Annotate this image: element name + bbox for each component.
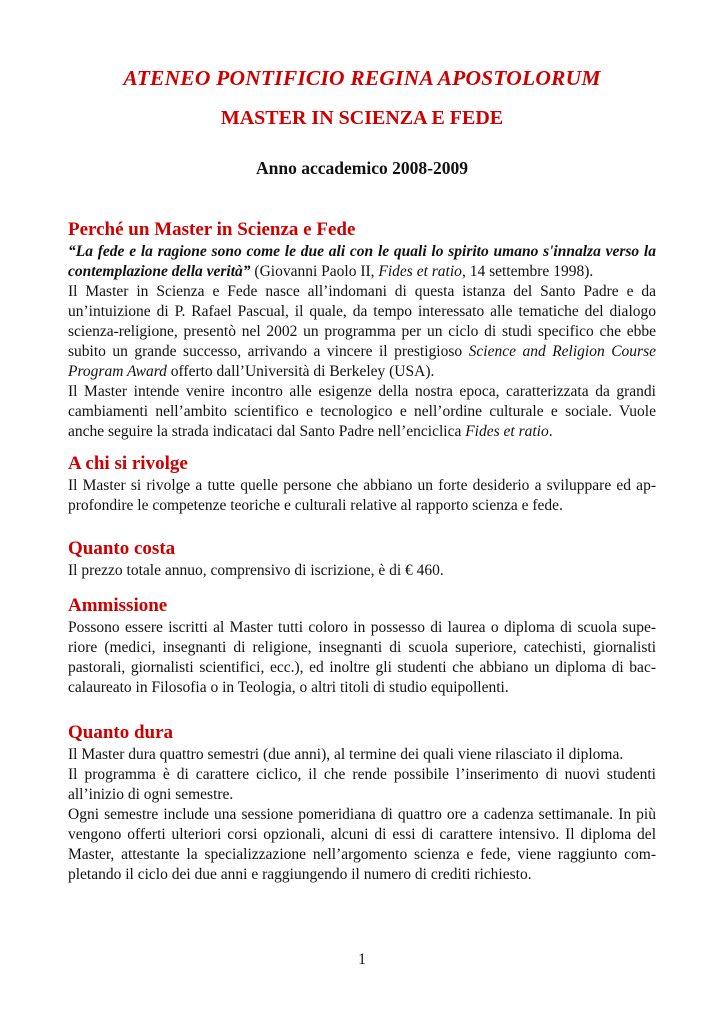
paragraph-text: Il prezzo totale annuo, comprensivo di iscrizione, è di € 460. bbox=[68, 562, 444, 579]
quote-attribution-date: , 14 settembre 1998). bbox=[461, 263, 594, 280]
section-heading-rivolge: A chi si rivolge bbox=[68, 453, 188, 474]
paragraph-text: Il Master dura quattro semestri (due anni), al termine dei quali viene rilasciato il diploma. bbox=[68, 746, 624, 763]
paragraph-target-audience bbox=[68, 476, 656, 516]
paragraph-duration bbox=[68, 745, 656, 765]
section-quanto-costa bbox=[68, 537, 656, 581]
section-heading-costa: Quanto costa bbox=[68, 538, 176, 559]
encyclical-title: Fides et ratio bbox=[378, 263, 462, 280]
paragraph-text: . bbox=[548, 423, 553, 440]
document-header bbox=[68, 66, 656, 180]
document-footer bbox=[0, 950, 724, 970]
program-title: MASTER IN SCIENZA E FEDE bbox=[220, 107, 504, 129]
paragraph-semester-sessions bbox=[68, 805, 656, 885]
paragraph-text: Possono essere iscritti al Master tutti coloro in possesso di laurea o diploma di scuola superiore (medici, insegnanti di religione, insegnanti di scuola superiore, catechisti, giornalisti pastorali, giornalisti scientifici, ecc.), ed inoltre gli studenti che abbiano un diploma di baccalaureato in Filosofia o in Teologia, o altri titoli di studio equipollenti. bbox=[68, 619, 656, 696]
paragraph-text: Il programma è di carattere ciclico, il che rende possibile l’inserimento di nuovi studenti all’inizio di ogni semestre. bbox=[68, 766, 656, 803]
paragraph-master-origin bbox=[68, 282, 656, 382]
institution-title: ATENEO PONTIFICIO REGINA APOSTOLORUM bbox=[123, 66, 601, 90]
paragraph-admission bbox=[68, 618, 656, 698]
paragraph-price bbox=[68, 561, 656, 581]
quote-attribution: (Giovanni Paolo II, bbox=[254, 263, 379, 280]
section-quanto-dura bbox=[68, 721, 656, 885]
academic-year: Anno accademico 2008-2009 bbox=[256, 158, 468, 178]
paragraph-cyclic-program bbox=[68, 765, 656, 805]
paragraph-text: Ogni semestre include una sessione pomeridiana di quattro ore a cadenza settimanale. In più vengono offerti ulteriori corsi opzionali, alcuni di essi di carattere intensivo. Il diploma del Master, attestante la specializzazione nell’argomento scienza e fede, viene raggiunto completando il ciclo dei due anni e raggiungendo il numero di crediti richiesto. bbox=[68, 806, 656, 883]
award-title: Science and Religion Course Program Award bbox=[68, 343, 656, 380]
paragraph-text: Il Master si rivolge a tutte quelle persone che abbiano un forte desiderio a sviluppare ed approfondire le competenze teoriche e culturali relative al rapporto scienza e fede. bbox=[68, 477, 656, 514]
page-number: 1 bbox=[358, 951, 366, 968]
section-heading-ammissione: Ammissione bbox=[68, 595, 168, 616]
section-heading-perche: Perché un Master in Scienza e Fede bbox=[68, 219, 356, 240]
quote-paragraph bbox=[68, 242, 656, 282]
quote-text: “La fede e la ragione sono come le due ali con le quali lo spirito umano s'innalza verso la contemplazione della verità” bbox=[68, 243, 656, 280]
paragraph-master-aims bbox=[68, 382, 656, 442]
paragraph-text: Il Master intende venire incontro alle esigenze della nostra epoca, caratterizzata da grandi cambiamenti nell’ambito scientifico e tecnologico e nell’ordine culturale e sociale. Vuole anche seguire la strada indicataci dal Santo Padre nell’enciclica bbox=[68, 383, 656, 440]
section-perche-un-master bbox=[68, 218, 656, 442]
section-ammissione bbox=[68, 594, 656, 698]
encyclical-title: Fides et ratio bbox=[465, 423, 549, 440]
paragraph-text: Il Master in Scienza e Fede nasce all’indomani di questa istanza del Santo Padre e da un’intuizione di P. Rafael Pascual, il quale, da tempo interessato alle tematiche del dialogo scienza-religione, presentò nel 2002 un programma per un ciclo di studi specifico che ebbe subito un grande successo, arrivando a vincere il prestigioso bbox=[68, 283, 656, 360]
section-heading-dura: Quanto dura bbox=[68, 722, 174, 743]
section-a-chi-si-rivolge bbox=[68, 452, 656, 516]
paragraph-text: offerto dall’Università di Berkeley (USA). bbox=[166, 363, 435, 380]
